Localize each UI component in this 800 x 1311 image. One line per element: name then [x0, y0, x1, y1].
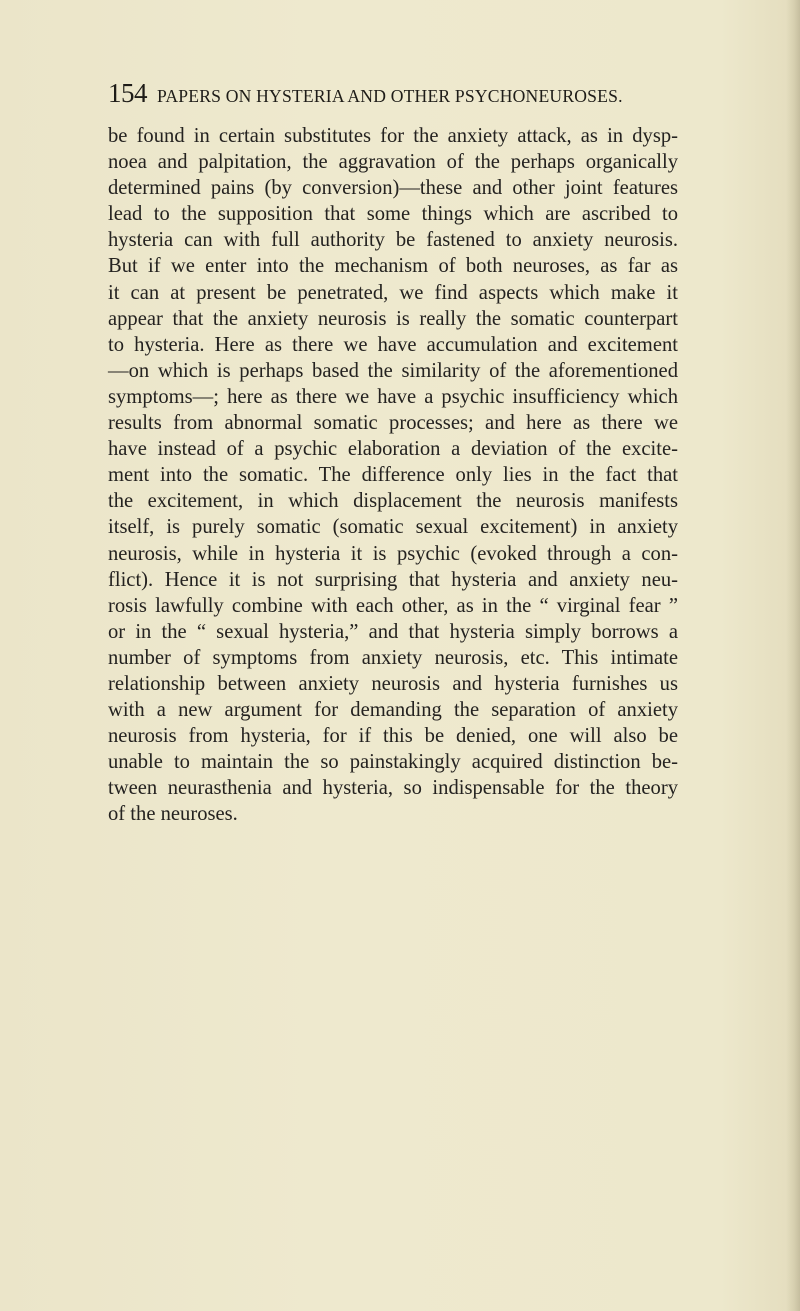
- page-number: 154: [108, 78, 147, 108]
- page-header: [108, 78, 708, 108]
- text-line: relationship between anxiety neurosis and hysteria furnishes us: [108, 672, 678, 695]
- text-line: neurosis from hysteria, for if this be denied, one will also be: [108, 725, 678, 748]
- body-paragraph: [108, 123, 678, 828]
- text-line: neurosis, while in hysteria it is psychic (evoked through a con-: [108, 542, 678, 565]
- text-line: with a new argument for demanding the separation of anxiety: [108, 699, 678, 722]
- text-line: —on which is perhaps based the similarity of the aforementioned: [108, 359, 678, 382]
- text-line: appear that the anxiety neurosis is really the somatic counterpart: [108, 307, 678, 330]
- text-line: results from abnormal somatic processes; and here as there we: [108, 412, 678, 435]
- text-line: to hysteria. Here as there we have accumulation and excitement: [108, 333, 678, 356]
- text-line: unable to maintain the so painstakingly acquired distinction be-: [108, 751, 678, 774]
- text-line: have instead of a psychic elaboration a deviation of the excite-: [108, 438, 678, 461]
- text-line: flict). Hence it is not surprising that hysteria and anxiety neu-: [108, 568, 678, 591]
- text-line: the excitement, in which displacement the neurosis manifests: [108, 490, 678, 513]
- text-line: lead to the supposition that some things which are ascribed to: [108, 203, 678, 226]
- text-line: rosis lawfully combine with each other, as in the “ virginal fear ”: [108, 594, 678, 617]
- text-line: noea and palpitation, the aggravation of the perhaps organically: [108, 151, 678, 174]
- text-line: it can at present be penetrated, we find aspects which make it: [108, 281, 678, 304]
- text-line: of the neuroses.: [108, 803, 238, 826]
- text-line: symptoms—; here as there we have a psychic insufficiency which: [108, 385, 678, 408]
- running-head: PAPERS ON HYSTERIA AND OTHER PSYCHONEUROSES.: [157, 86, 623, 106]
- text-line: hysteria can with full authority be fastened to anxiety neurosis.: [108, 229, 678, 252]
- text-line: determined pains (by conversion)—these and other joint features: [108, 177, 678, 200]
- text-line: But if we enter into the mechanism of both neuroses, as far as: [108, 255, 678, 278]
- text-line: tween neurasthenia and hysteria, so indispensable for the theory: [108, 777, 678, 800]
- page-edge-shadow: [786, 0, 800, 1311]
- text-line: number of symptoms from anxiety neurosis, etc. This intimate: [108, 646, 678, 669]
- text-line: itself, is purely somatic (somatic sexual excitement) in anxiety: [108, 516, 678, 539]
- text-line: be found in certain substitutes for the anxiety attack, as in dysp-: [108, 125, 678, 147]
- text-line: ment into the somatic. The difference only lies in the fact that: [108, 464, 678, 487]
- text-line: or in the “ sexual hysteria,” and that hysteria simply borrows a: [108, 620, 678, 643]
